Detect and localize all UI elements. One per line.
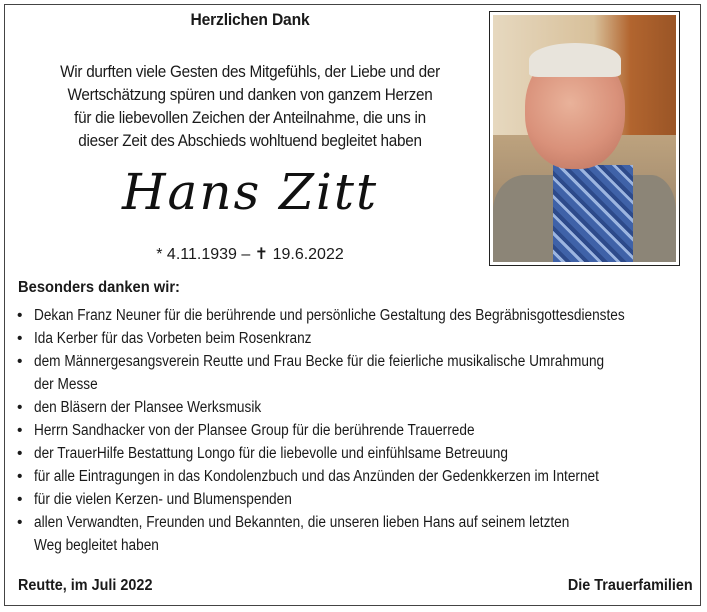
- list-item-text: Herrn Sandhacker von der Plansee Group für die berührende Trauerrede: [34, 422, 475, 439]
- list-item-text-continued: Weg begleitet haben: [34, 537, 159, 554]
- portrait-photo: [493, 15, 676, 262]
- bullet-icon: •: [17, 514, 23, 531]
- bullet-icon: •: [17, 330, 23, 347]
- bullet-icon: •: [17, 468, 23, 485]
- place-date: Reutte, im Juli 2022: [18, 577, 153, 594]
- list-item: [14, 304, 694, 327]
- list-item-text: für die vielen Kerzen- und Blumenspenden: [34, 491, 292, 508]
- birth-date: * 4.11.1939: [156, 246, 237, 263]
- list-item-text: der TrauerHilfe Bestattung Longo für die liebevolle und einfühlsame Betreuung: [34, 445, 508, 462]
- bullet-icon: •: [17, 307, 23, 324]
- intro-text: [14, 60, 486, 152]
- thanks-heading: Besonders danken wir:: [18, 279, 180, 296]
- bullet-icon: •: [17, 445, 23, 462]
- deceased-name: Hans Zitt: [121, 163, 379, 221]
- portrait-frame: [489, 11, 680, 266]
- life-dates: [40, 244, 460, 264]
- list-item-text: Ida Kerber für das Vorbeten beim Rosenkranz: [34, 330, 312, 347]
- list-item-text: für alle Eintragungen in das Kondolenzbuch und das Anzünden der Gedenkkerzen im Internet: [34, 468, 599, 485]
- date-separator: –: [236, 246, 255, 263]
- bullet-icon: •: [17, 353, 23, 370]
- bullet-icon: •: [17, 491, 23, 508]
- list-item-text: Dekan Franz Neuner für die berührende und persönliche Gestaltung des Begräbnisgottesdienstes: [34, 307, 625, 324]
- death-date: ✝ 19.6.2022: [254, 246, 344, 263]
- page-title: Herzlichen Dank: [190, 10, 310, 29]
- list-item: [14, 350, 694, 396]
- intro-line: Wertschätzung spüren und danken von ganzem Herzen: [67, 85, 433, 104]
- intro-line: für die liebevollen Zeichen der Anteilnahme, die uns in: [74, 108, 426, 127]
- list-item-text: dem Männergesangsverein Reutte und Frau Becke für die feierliche musikalische Umrahmung: [34, 353, 605, 370]
- list-item: [14, 511, 694, 557]
- intro-line: dieser Zeit des Abschieds wohltuend begleitet haben: [78, 131, 422, 150]
- list-item: [14, 442, 694, 465]
- list-item: [14, 465, 694, 488]
- bullet-icon: •: [17, 399, 23, 416]
- intro-line: Wir durften viele Gesten des Mitgefühls, der Liebe und der: [60, 62, 440, 81]
- list-item-text: allen Verwandten, Freunden und Bekannten, die unseren lieben Hans auf seinem letzten: [34, 514, 570, 531]
- signature: Die Trauerfamilien: [568, 577, 693, 594]
- list-item: [14, 488, 694, 511]
- list-item-text: den Bläsern der Plansee Werksmusik: [34, 399, 262, 416]
- list-item: [14, 396, 694, 419]
- bullet-icon: •: [17, 422, 23, 439]
- list-item-text-continued: der Messe: [34, 376, 98, 393]
- list-item: [14, 419, 694, 442]
- thanks-list: [14, 304, 694, 557]
- list-item: [14, 327, 694, 350]
